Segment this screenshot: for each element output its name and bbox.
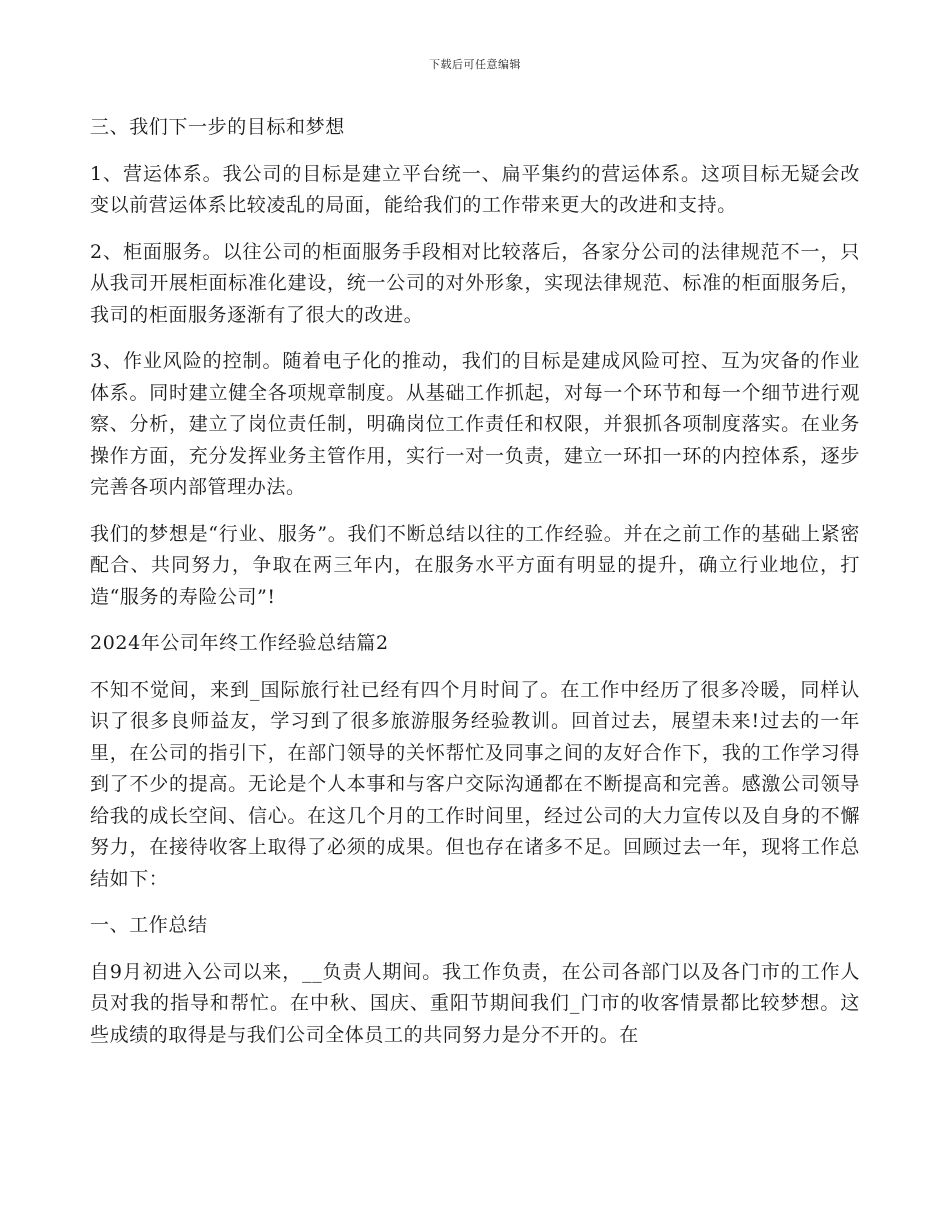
paragraph-summary: 自9月初进入公司以来，__负责人期间。我工作负责，在公司各部门以及各门市的工作人员对我的指导和帮忙。在中秋、国庆、重阳节期间我们_门市的收客情景都比较梦想。这些成绩的取得是与我们公司全体员工的共同努力是分不开的。在 [90,960,860,1046]
section-heading-summary: 一、工作总结 [90,914,208,936]
paragraph-counter-service: 2、柜面服务。以往公司的柜面服务手段相对比较落后，各家分公司的法律规范不一，只从我司开展柜面标准化建设，统一公司的对外形象，实现法律规范、标准的柜面服务后，我司的柜面服务逐渐有了很大的改进。 [90,240,860,326]
paragraph-operation-system: 1、营运体系。我公司的目标是建立平台统一、扁平集约的营运体系。这项目标无疑会改变以前营运体系比较凌乱的局面，能给我们的工作带来更大的改进和支持。 [90,162,860,216]
article-title: 2024年公司年终工作经验总结篇2 [90,632,389,654]
section-heading-goals: 三、我们下一步的目标和梦想 [90,116,345,138]
paragraph-risk-control: 3、作业风险的控制。随着电子化的推动，我们的目标是建成风险可控、互为灾备的作业体系。同时建立健全各项规章制度。从基础工作抓起，对每一个环节和每一个细节进行观察、分析，建立了岗位责任制，明确岗位工作责任和权限，并狠抓各项制度落实。在业务操作方面，充分发挥业务主管作用，实行一对一负责，建立一环扣一环的内控体系，逐步完善各项内部管理办法。 [90,350,860,498]
paragraph-intro: 不知不觉间，来到_国际旅行社已经有四个月时间了。在工作中经历了很多冷暖，同样认识了很多良师益友，学习到了很多旅游服务经验教训。回首过去，展望未来!过去的一年里，在公司的指引下，在部门领导的关怀帮忙及同事之间的友好合作下，我的工作学习得到了不少的提高。无论是个人本事和与客户交际沟通都在不断提高和完善。感激公司领导给我的成长空间、信心。在这几个月的工作时间里，经过公司的大力宣传以及自身的不懈努力，在接待收客上取得了必须的成果。但也存在诸多不足。回顾过去一年，现将工作总结如下： [90,678,860,890]
document-body [90,112,860,1066]
page-header: 下载后可任意编辑 [429,58,521,71]
paragraph-dream: 我们的梦想是“行业、服务”。我们不断总结以往的工作经验。并在之前工作的基础上紧密配合、共同努力，争取在两三年内，在服务水平方面有明显的提升，确立行业地位，打造“服务的寿险公司”! [90,522,860,608]
